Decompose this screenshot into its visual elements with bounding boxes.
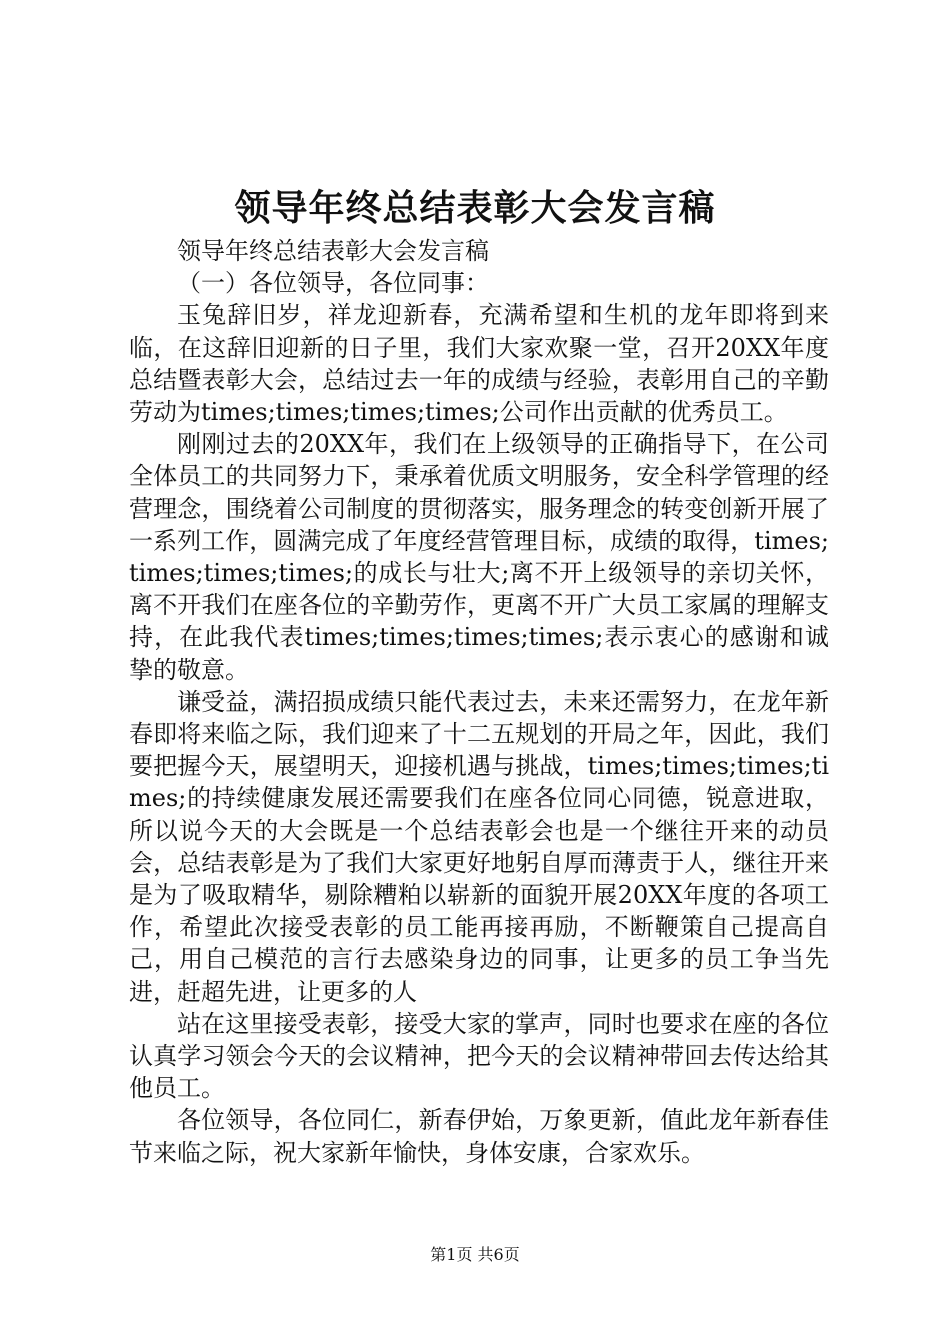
body-paragraph-salutation: （一）各位领导，各位同事： [177, 269, 489, 298]
body-paragraph: 各位领导，各位同仁，新春伊始，万象更新，值此龙年新春佳节来临之际，祝大家新年愉快，身体安康，合家欢乐。 [129, 1106, 829, 1167]
body-paragraph: 刚刚过去的20XX年，我们在上级领导的正确指导下，在公司全体员工的共同努力下，秉承着优质文明服务，安全科学管理的经营理念，围绕着公司制度的贯彻落实，服务理念的转变创新开展了一系列工作，圆满完成了年度经营管理目标，成绩的取得，times;times;times;times;的成长与壮大;离不开上级领导的亲切关怀，离不开我们在座各位的辛勤劳作，更离不开广大员工家属的理解支持，在此我代表times;times;times;times;表示衷心的感谢和诚挚的敬意。 [129, 430, 829, 684]
body-paragraph-heading: 领导年终总结表彰大会发言稿 [177, 237, 489, 265]
body-paragraph: 玉兔辞旧岁，祥龙迎新春，充满希望和生机的龙年即将到来临，在这辞旧迎新的日子里，我们大家欢聚一堂，召开20XX年度总结暨表彰大会，总结过去一年的成绩与经验，表彰用自己的辛勤劳动为times;times;times;times;公司作出贡献的优秀员工。 [129, 301, 829, 427]
document-body [129, 235, 829, 1169]
page-number-footer: 第1页 共6页 [430, 1245, 520, 1264]
document-title: 领导年终总结表彰大会发言稿 [234, 187, 716, 229]
body-paragraph: 谦受益，满招损成绩只能代表过去，未来还需努力，在龙年新春即将来临之际，我们迎来了十二五规划的开局之年，因此，我们要把握今天，展望明天，迎接机遇与挑战，times;times;times;times;的持续健康发展还需要我们在座各位同心同德，锐意进取，所以说今天的大会既是一个总结表彰会也是一个继往开来的动员会，总结表彰是为了我们大家更好地躬自厚而薄责于人，继往开来是为了吸取精华，剔除糟粕以崭新的面貌开展20XX年度的各项工作，希望此次接受表彰的员工能再接再励，不断鞭策自己提高自己，用自己模范的言行去感染身边的同事，让更多的员工争当先进，赶超先进，让更多的人 [129, 687, 829, 1006]
body-paragraph: 站在这里接受表彰，接受大家的掌声，同时也要求在座的各位认真学习领会今天的会议精神，把今天的会议精神带回去传达给其他员工。 [129, 1009, 829, 1103]
